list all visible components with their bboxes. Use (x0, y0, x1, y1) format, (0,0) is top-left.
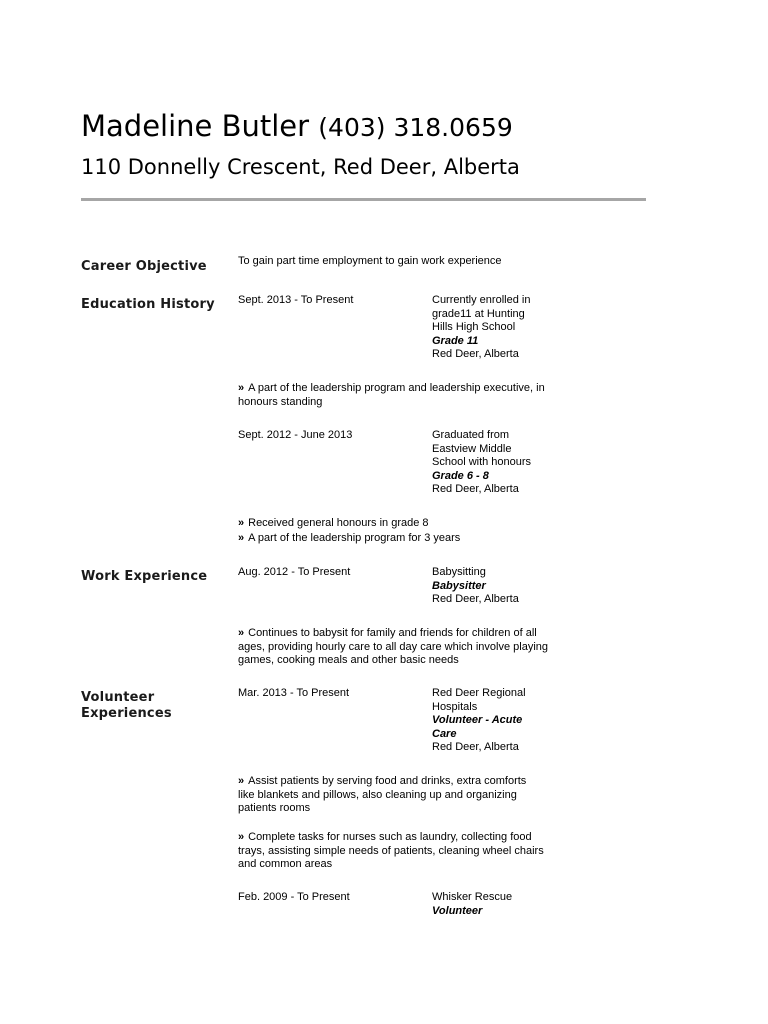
entry-bullet: » Continues to babysit for family and friends for children of all ages, providing hourly care to all day care which involve playing games, cooking meals and other basic needs (238, 627, 549, 666)
entry-role: Volunteer - Acute Care (432, 714, 523, 740)
entry-dates: Sept. 2013 - To Present (238, 294, 354, 306)
bullet-icon: » (238, 517, 245, 529)
address: 110 Donnelly Crescent, Red Deer, Alberta (81, 155, 520, 179)
entry-bullet: » Assist patients by serving food and drinks, extra comforts like blankets and pillows, also cleaning up and organizing patients rooms (238, 775, 527, 814)
entry-role: Volunteer (432, 904, 483, 917)
entry-details (432, 687, 540, 755)
section-heading-volunteer: Volunteer Experiences (81, 690, 172, 721)
entry-institution: Graduated from Eastview Middle School with honours (432, 429, 532, 468)
entry-bullet: » A part of the leadership program and leadership executive, in honours standing (238, 382, 545, 408)
entry-details (432, 566, 547, 607)
entry-location: Red Deer, Alberta (432, 483, 519, 495)
entry-institution: Babysitting (432, 566, 486, 578)
entry-dates: Feb. 2009 - To Present (238, 891, 350, 903)
bullet-icon: » (238, 627, 245, 639)
entry-institution: Currently enrolled in grade11 at Hunting Hills High School (432, 294, 531, 333)
entry-details (432, 294, 547, 362)
entry-location: Red Deer, Alberta (432, 741, 519, 753)
section-heading-work: Work Experience (81, 569, 208, 584)
entry-institution: Whisker Rescue (432, 891, 513, 903)
header-divider (81, 198, 646, 201)
resume-name-line (81, 108, 513, 146)
person-name: Madeline Butler (81, 109, 310, 143)
entry-dates: Aug. 2012 - To Present (238, 566, 351, 578)
entry-bullet: » Received general honours in grade 8 (238, 517, 429, 529)
entry-bullet: » Complete tasks for nurses such as laundry, collecting food trays, assisting simple needs of patients, cleaning wheel chairs and common areas (238, 831, 544, 870)
entry-role: Babysitter (432, 579, 486, 592)
entry-details (432, 891, 547, 918)
entry-role: Grade 6 - 8 (432, 469, 489, 482)
bullet-icon: » (238, 831, 245, 843)
phone-number: (403) 318.0659 (318, 113, 513, 142)
entry-role: Grade 11 (432, 334, 479, 347)
entry-location: Red Deer, Alberta (432, 348, 519, 360)
bullet-icon: » (238, 382, 245, 394)
section-heading-education: Education History (81, 297, 215, 312)
entry-details (432, 429, 547, 497)
entry-dates: Mar. 2013 - To Present (238, 687, 350, 699)
entry-location: Red Deer, Alberta (432, 593, 519, 605)
bullet-icon: » (238, 775, 245, 787)
entry-bullet: » A part of the leadership program for 3 years (238, 532, 461, 544)
entry-dates: Sept. 2012 - June 2013 (238, 429, 353, 441)
entry-institution: Red Deer Regional Hospitals (432, 687, 526, 713)
bullet-icon: » (238, 532, 245, 544)
section-heading-career: Career Objective (81, 259, 207, 274)
career-objective-text: To gain part time employment to gain work experience (238, 255, 502, 267)
